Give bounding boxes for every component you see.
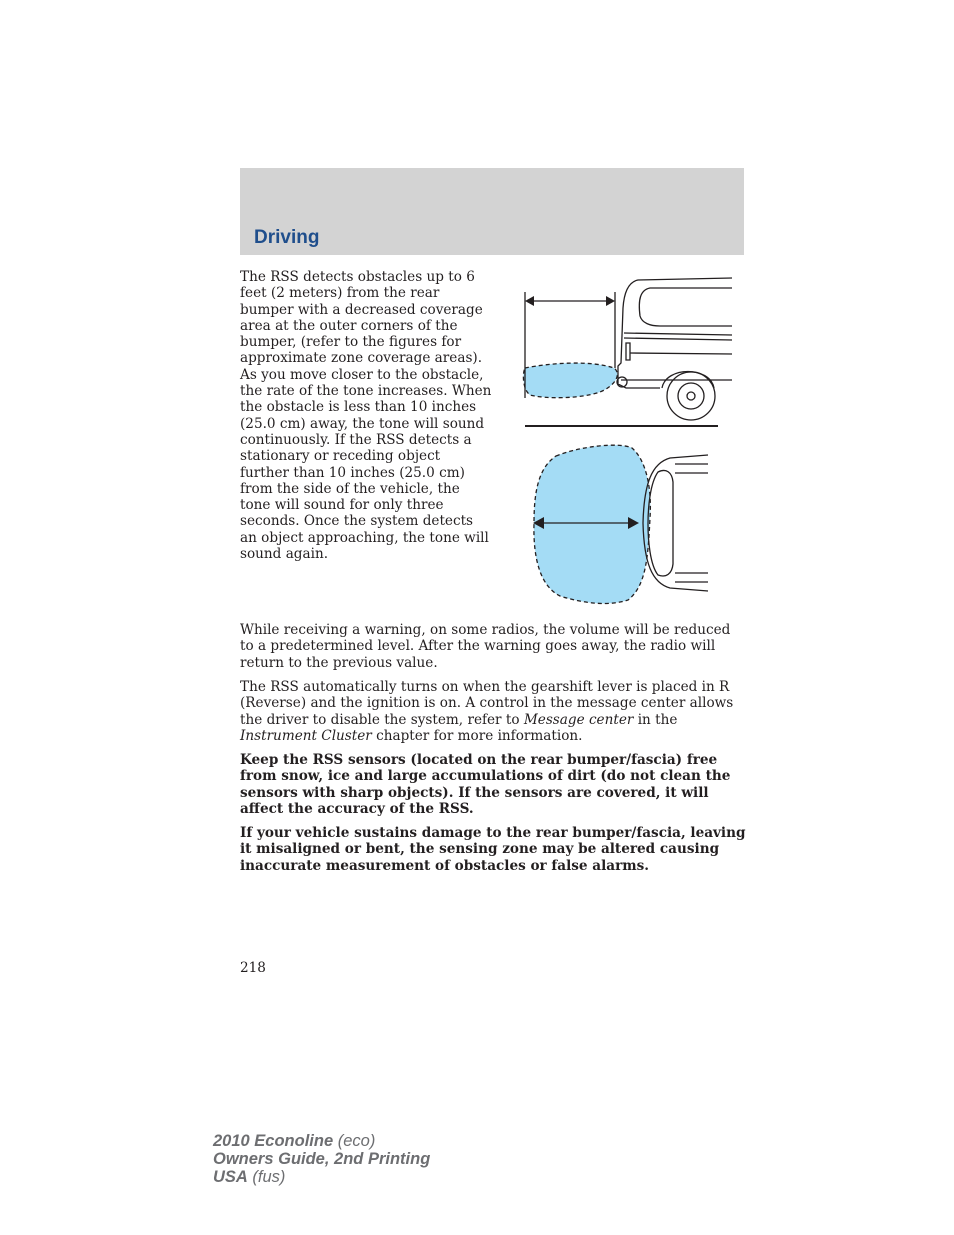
van-top-rear-glass [648, 470, 673, 576]
side-view-coverage-zone [523, 363, 617, 398]
footer-line-2: Owners Guide, 2nd Printing [213, 1150, 431, 1168]
footer-line-3 [213, 1168, 430, 1186]
arrowhead-right [606, 296, 615, 306]
rss-coverage-figure [520, 268, 740, 613]
instrument-cluster-reference: Instrument Cluster [240, 727, 372, 744]
page-number: 218 [240, 960, 266, 976]
top-view-illustration [533, 445, 708, 603]
van-top-body-lines [675, 464, 708, 582]
van-wheel-hub [687, 392, 695, 400]
intro-paragraph: The RSS detects obstacles up to 6 feet (2 meters) from the rear bumper with a decreased coverage area at the outer corners of the bumper, (refer to the figures for approximate zone coverage areas). As you move closer to the obstacle, the rate of the tone increases. When the obstacle is less than 10 inches (25.0 cm) away, the tone will sound continuously. If the RSS detects a stationary or receding object further than 10 inches (25.0 cm) from the side of the vehicle, the tone will sound for only three seconds. Once the system detects an object approaching, the tone will sound again. [240, 269, 492, 563]
message-center-reference: Message center [523, 711, 634, 728]
van-rear-light [626, 343, 630, 360]
rss-activation-paragraph [240, 679, 746, 744]
arrowhead-left [525, 296, 534, 306]
rss-activation-text-2: in the [633, 711, 678, 728]
footer-market-code: (fus) [247, 1168, 286, 1186]
footer [213, 1132, 430, 1186]
radio-volume-paragraph: While receiving a warning, on some radios, the volume will be reduced to a predetermined level. After the warning goes away, the radio will return to the previous value. [240, 622, 731, 671]
side-view-illustration [523, 278, 732, 426]
van-wheel-rim [678, 383, 704, 409]
footer-model-code: (eco) [333, 1132, 376, 1150]
sensor-cleaning-warning: Keep the RSS sensors (located on the rear bumper/fascia) free from snow, ice and large accumulations of dirt (do not clean the sensors with sharp objects). If the sensors are covered, it will affect the accuracy of the RSS. [240, 752, 731, 817]
footer-model: 2010 Econoline [213, 1132, 334, 1150]
footer-line-1 [213, 1132, 430, 1150]
rss-activation-text-1: The RSS automatically turns on when the gearshift lever is placed in R (Reverse) and the ignition is on. A control in the message center allows the driver to disable the system, refer to [240, 679, 734, 728]
bumper-damage-warning: If your vehicle sustains damage to the rear bumper/fascia, leaving it misaligned or bent, the sensing zone may be altered causing inaccurate measurement of obstacles or false alarms. [240, 825, 746, 874]
footer-market: USA [213, 1168, 248, 1186]
van-wheel-tire [667, 372, 715, 420]
van-rear-window [639, 288, 732, 326]
section-title: Driving [254, 227, 320, 248]
rss-activation-text-3: chapter for more information. [371, 727, 583, 744]
van-top-rear-outline [643, 455, 708, 591]
